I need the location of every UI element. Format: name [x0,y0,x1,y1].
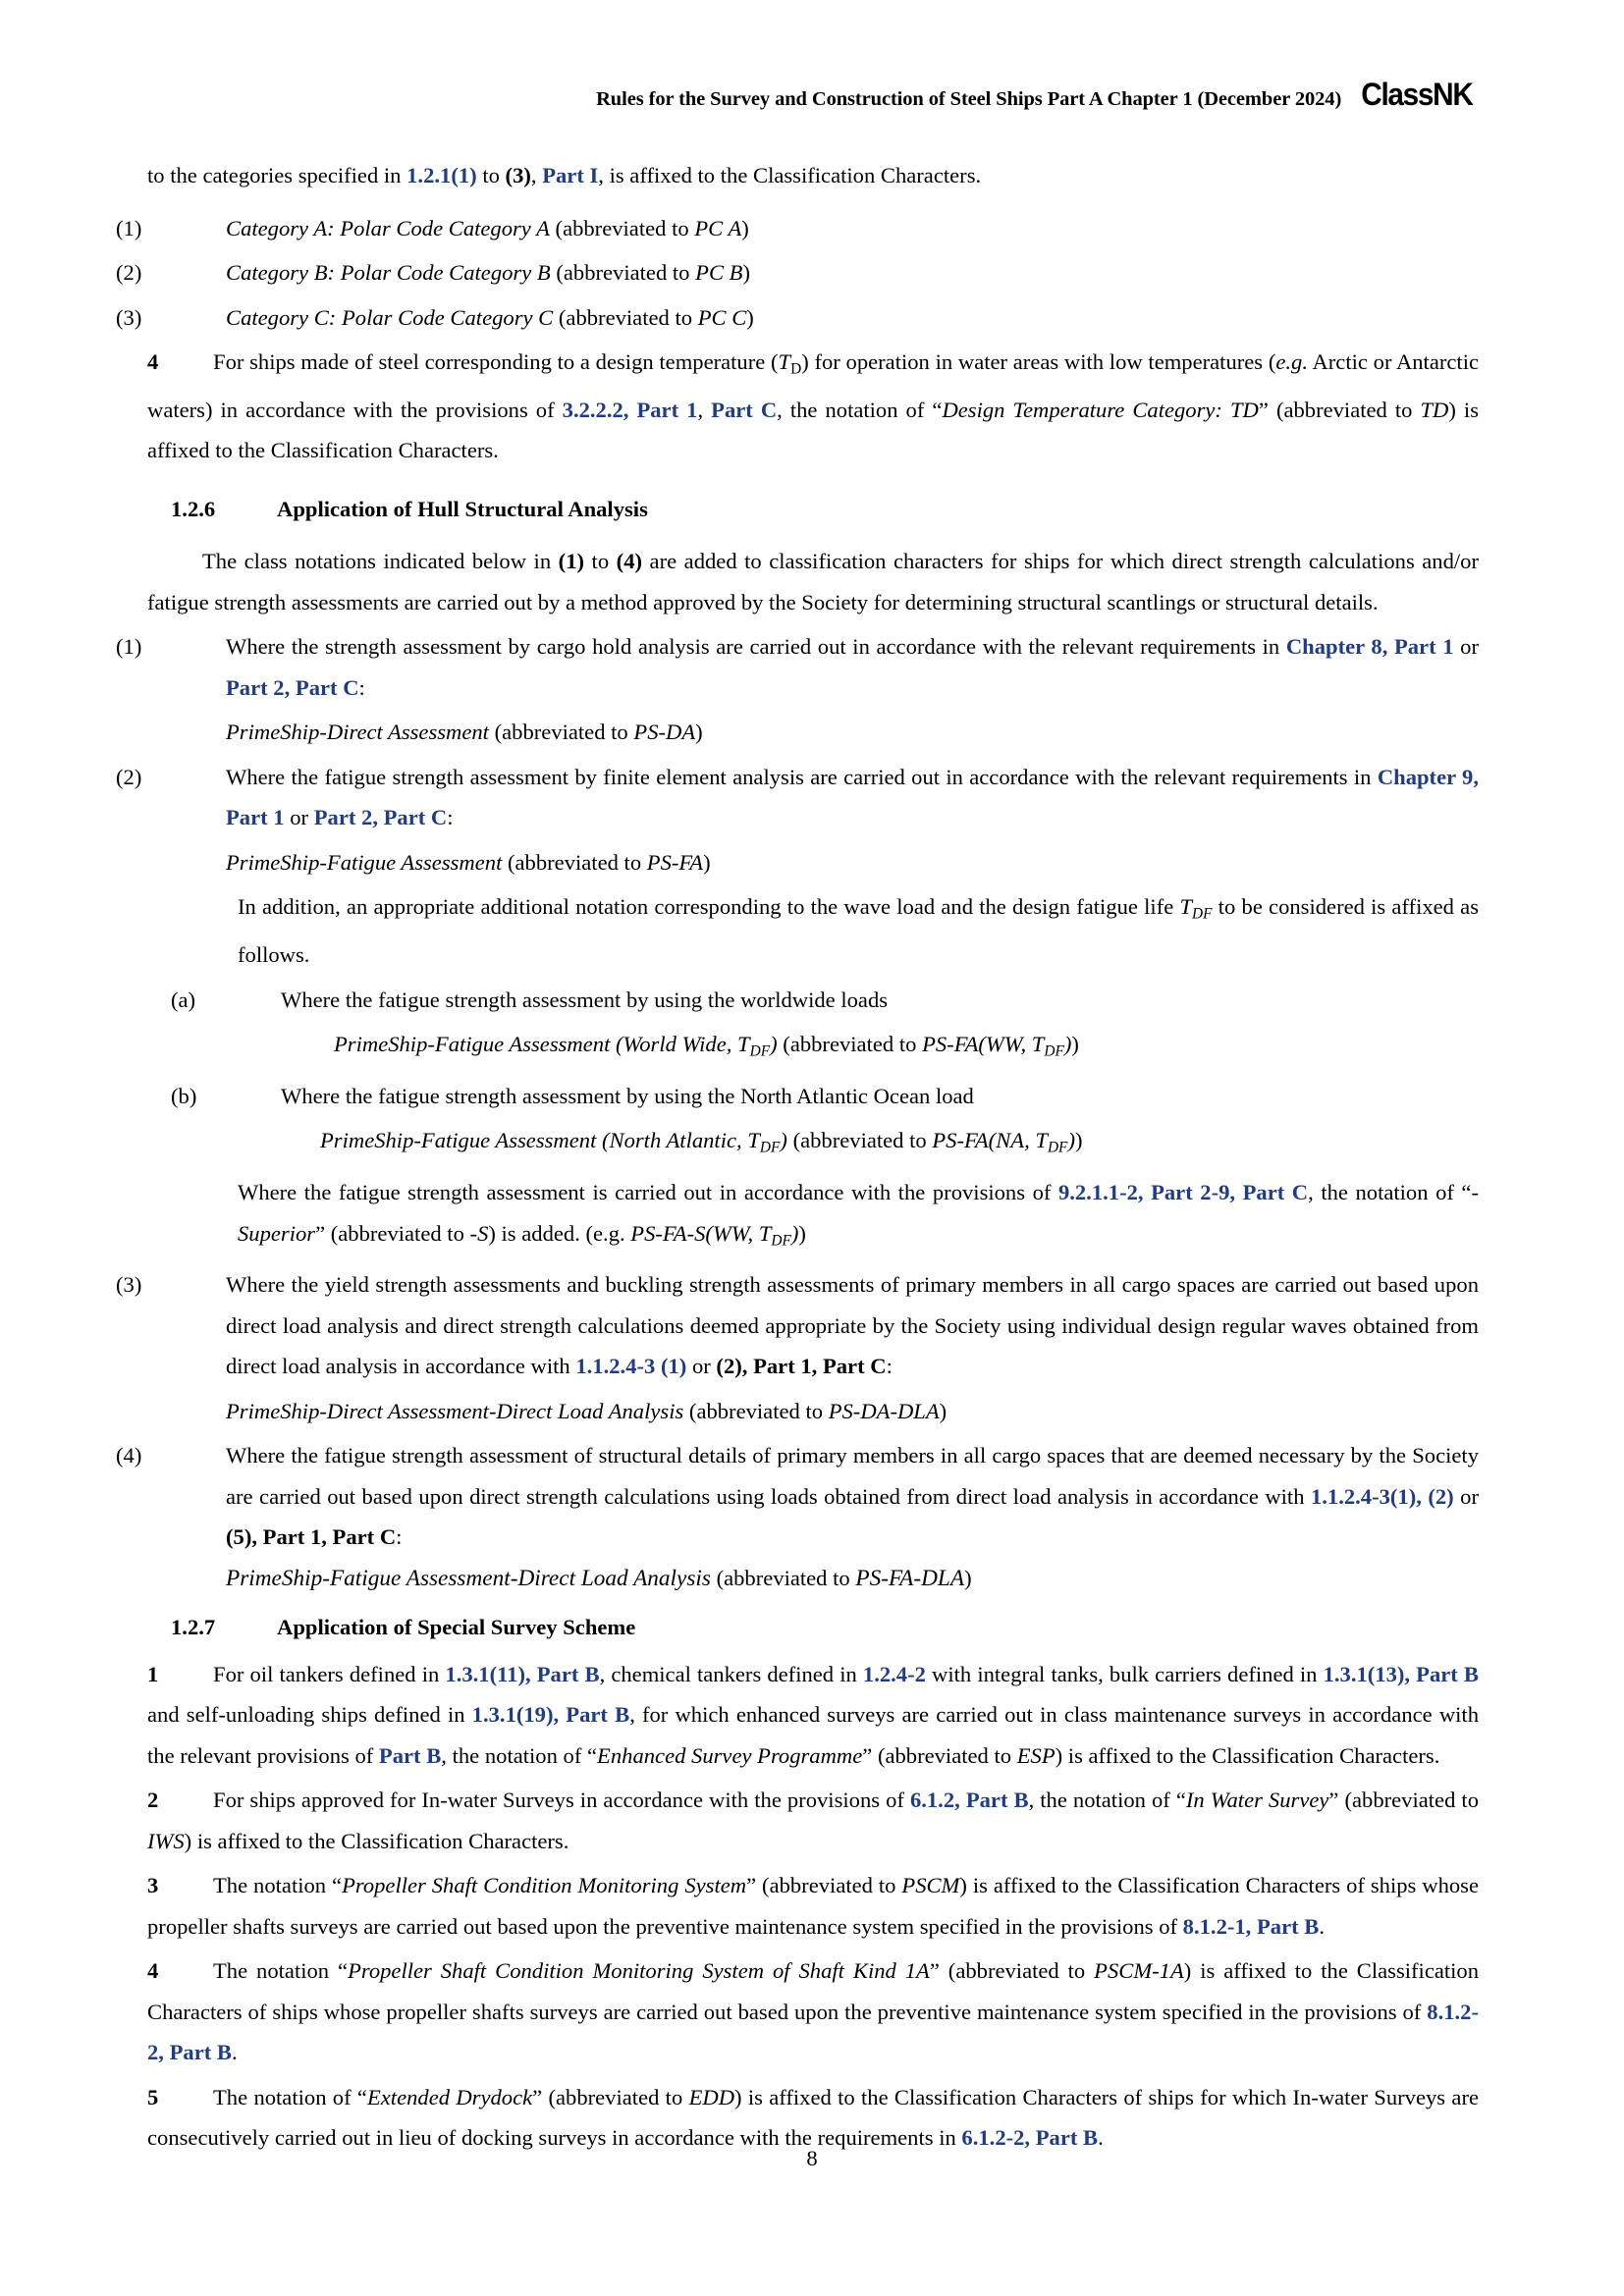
edd-abbrev: EDD [688,2084,735,2109]
superior-abbrev: S [477,1220,489,1246]
p4-text-7: ) is affixed to the Classification Characters. [147,397,1480,463]
reference-link-9-2-1-1-2[interactable]: 9.2.1.1-2, Part 2-9, Part C [1057,1180,1309,1205]
td-subscript: D [790,360,802,378]
notation-abbrev: PS-FA-DLA [855,1565,965,1591]
p3-text-1: The notation “ [213,1873,343,1898]
esp-abbrev: ESP [1016,1742,1056,1768]
bold-1: (1) [558,549,585,574]
p4-text-3: Arctic or Antarctic waters) in accordance with the provisions of [147,349,1480,422]
notation-text: (abbreviated to [786,1128,933,1153]
notation-text: (abbreviated to [502,849,647,875]
paragraph-126-2-addition [226,886,1479,975]
list-marker: (2) [116,260,142,285]
category-a-close: ) [741,215,749,240]
category-b-close: ) [742,260,750,285]
p4-text-5: , the notation of “ [777,397,943,422]
bold-4: (4) [616,549,643,574]
tdf-variable-2: T [1031,1032,1045,1057]
notation-italic: PrimeShip-Direct Assessment-Direct Load Analysis [226,1398,684,1423]
notation-italic: PrimeShip-Fatigue Assessment-Direct Load Analysis [226,1565,711,1591]
list-item-126-2-b [171,1076,1479,1117]
notation-abbrev-2: ) [1067,1128,1075,1153]
addition-text-2: to be considered is affixed as follows. [238,894,1479,968]
iws-abbrev: IWS [147,1828,185,1853]
reference-link-1-3-1-13-part-b[interactable]: 1.3.1(13), Part B [1323,1661,1480,1686]
list-marker: (2) [116,764,142,789]
section-heading-1-2-7 [171,1607,1479,1648]
p4-text-1: The notation “ [213,1958,349,1984]
list-item-126-2-a [171,980,1479,1021]
sub-b-text: Where the fatigue strength assessment by using the North Atlantic Ocean load [281,1083,974,1108]
notation-close: ) [1071,1032,1079,1057]
reference-link-part-2-part-c[interactable]: Part 2, Part C [226,674,359,700]
superior-italic: Superior [238,1220,316,1246]
reference-link-part-b[interactable]: Part B [378,1742,442,1768]
list-item-126-4 [116,1435,1479,1558]
item2-text-2: or [284,805,314,830]
notation-ps-fa [226,842,1479,883]
p4-text-1: For ships made of steel corresponding to a design temperature ( [213,349,779,374]
notation-abbrev-1: PS-FA(NA, [932,1128,1036,1153]
paragraph-127-1 [147,1654,1479,1777]
notation-abbrev: PS-DA-DLA [828,1398,940,1423]
p1-text-3: with integral tanks, bulk carriers defined in [925,1661,1324,1686]
item2-text-1: Where the fatigue strength assessment by finite element analysis are carried out in accordance with the relevant requirements in [226,764,1378,789]
intro-comma: , [530,163,543,187]
item1-text-2: or [1453,634,1479,660]
paragraph-127-3 [147,1865,1479,1947]
bold-3: (3) [505,163,531,187]
td-abbrev: TD [1420,397,1449,422]
p4-text-2: ” (abbreviated to [929,1958,1095,1984]
page-number: 8 [806,2146,818,2170]
paragraph-127-4 [147,1950,1479,2073]
category-a-tail: (abbreviated to [549,215,695,240]
sub-a-text: Where the fatigue strength assessment by using the worldwide loads [281,987,889,1012]
list-item-126-1 [116,626,1479,708]
notation-ps-fa-dla [226,1558,1479,1600]
header-title: Rules for the Survey and Construction of Steel Ships Part A Chapter 1 (December 2024) [596,88,1342,110]
item4-text-1: Where the fatigue strength assessment of structural details of primary members in all cargo spaces that are deemed necessary by the Society are carried out based upon direct strength calculations using loads obtained from direct load analysis in accordance with [226,1443,1479,1509]
paragraph-number: 3 [147,1873,159,1898]
p1-text-2: , chemical tankers defined in [599,1661,863,1686]
design-temperature-category-notation: Design Temperature Category: TD [942,397,1259,422]
tdf-variable: T [737,1032,750,1057]
list-item-126-2 [116,757,1479,838]
list-item-category-c [116,297,1479,339]
notation-abbrev-2: ) [1063,1032,1072,1057]
tdf-subscript: DF [771,1231,791,1249]
p2-text-4: ) is affixed to the Classification Characters. [184,1828,569,1853]
p3-text-3: ) is affixed to the Classification Characters of ships whose propeller shafts surveys are carried out based upon the preventive maintenance system specified in the provisions of [147,1873,1479,1939]
sup-text-5: ) [798,1220,806,1246]
p2-text-3: ” (abbreviated to [1328,1788,1479,1813]
notation-italic: PrimeShip-Direct Assessment [226,720,489,745]
tdf-subscript: DF [759,1139,781,1156]
reference-link-1-3-1-19-part-b[interactable]: 1.3.1(19), Part B [471,1702,630,1728]
example-notation-close: ) [790,1220,799,1246]
p1-text-6: , the notation of “ [441,1742,598,1768]
p3-text-4: . [1319,1913,1326,1939]
bold-2-part-1-part-c: (2), Part 1, Part C [716,1354,887,1379]
notation-ps-da [226,712,1479,753]
notation-close: ) [964,1565,972,1590]
category-a-italic: Category A: Polar Code Category A [226,215,550,240]
list-marker: (a) [171,987,196,1012]
category-b-tail: (abbreviated to [550,260,696,285]
category-c-tail: (abbreviated to [553,304,698,330]
notation-abbrev-1: PS-FA(WW, [922,1032,1032,1057]
reference-link-chapter-8-part-1[interactable]: Chapter 8, Part 1 [1285,634,1454,660]
item2-text-3: : [447,805,454,830]
pscm-1a-abbrev: PSCM-1A [1094,1958,1184,1984]
enhanced-survey-programme-notation: Enhanced Survey Programme [597,1742,863,1768]
intro-tail-text: , is affixed to the Classification Characters. [598,163,982,187]
list-item-126-3 [116,1264,1479,1387]
p1-text-8: ) is affixed to the Classification Characters. [1055,1742,1440,1768]
reference-link-6-1-2-part-b[interactable]: 6.1.2, Part B [909,1788,1029,1813]
reference-link-part-i[interactable]: Part I [542,163,599,187]
tdf-variable: T [758,1220,772,1246]
addition-text-1: In addition, an appropriate additional notation corresponding to the wave load and the design fatigue life [238,894,1180,920]
list-marker: (3) [116,304,142,330]
reference-link-part-2-part-c-2[interactable]: Part 2, Part C [313,805,448,830]
reference-link-8-1-2-2-part-b[interactable]: 8.1.2-2, Part B [147,1999,1479,2065]
pscm-1a-notation: Propeller Shaft Condition Monitoring System of Shaft Kind 1A [348,1958,930,1984]
paragraph-number: 1 [147,1661,159,1686]
reference-link-8-1-2-1-part-b[interactable]: 8.1.2-1, Part B [1182,1913,1320,1939]
list-marker: (1) [116,215,142,240]
section-title: Application of Hull Structural Analysis [277,496,648,521]
notation-italic: PrimeShip-Fatigue Assessment (North Atlantic, [320,1128,748,1153]
example-notation: PS-FA-S(WW, [630,1220,759,1246]
notation-text: (abbreviated to [683,1398,829,1423]
notation-ps-da-dla [226,1391,1479,1432]
notation-italic-close: ) [780,1128,787,1153]
sup-text-2: , the notation of “- [1308,1180,1479,1205]
intro-mid-text: to [476,163,506,187]
list-item-category-a [116,208,1479,249]
notation-close: ) [695,720,703,745]
paragraph-4-design-temperature [147,342,1479,471]
td-variable: T [778,349,791,374]
paragraph-number: 4 [147,1958,159,1984]
p1-text-5: , for which enhanced surveys are carried out in class maintenance surveys in accordance with the relevant provisions of [147,1702,1480,1768]
tdf-subscript-2: DF [1044,1042,1064,1060]
tdf-subscript: DF [1192,905,1213,923]
in-water-survey-notation: In Water Survey [1185,1788,1329,1813]
sup-text-1: Where the fatigue strength assessment is carried out in accordance with the provisions of [238,1180,1058,1205]
category-a-abbrev: PC A [694,215,742,240]
notation-ps-fa-ww [334,1024,1479,1072]
reference-link-1-2-4-2[interactable]: 1.2.4-2 [862,1661,926,1686]
intro-lead-text: to the categories specified in [147,163,407,187]
paragraph-intro-continuation [147,155,1479,196]
paragraph-1-2-6-lead [147,541,1479,622]
notation-text: (abbreviated to [710,1565,856,1590]
category-c-italic: Category C: Polar Code Category C [226,304,554,330]
list-marker: (b) [171,1083,197,1108]
reference-link-1-2-1-1[interactable]: 1.2.1(1) [406,163,477,187]
item1-text-3: : [358,674,365,700]
pscm-notation: Propeller Shaft Condition Monitoring System [342,1873,747,1898]
page-header [147,77,1477,113]
notation-abbrev: PS-DA [633,720,696,745]
document-body [116,155,1480,2159]
classnk-logo: ClassNK [1361,77,1473,112]
notation-italic-close: ) [770,1032,778,1057]
p2-text-2: , the notation of “ [1028,1788,1186,1813]
p3-text-2: ” (abbreviated to [746,1873,902,1898]
lead-text-2: to [584,549,617,574]
p1-text-1: For oil tankers defined in [213,1661,446,1686]
lead-text-1: The class notations indicated below in [202,549,559,574]
section-number: 1.2.6 [171,496,216,521]
notation-ps-fa-na [320,1120,1479,1168]
category-b-abbrev: PC B [695,260,743,285]
notation-abbrev: PS-FA [646,849,704,875]
sup-text-4: ) is added. (e.g. [488,1220,631,1246]
tdf-variable: T [1179,894,1193,920]
p4-text-4: , [697,397,712,422]
reference-link-3-2-2-2-part-1[interactable]: 3.2.2.2, Part 1 [562,397,698,422]
notation-text: (abbreviated to [777,1032,923,1057]
p5-text-1: The notation of “ [213,2084,367,2109]
notation-italic: PrimeShip-Fatigue Assessment (World Wide, [334,1032,738,1057]
section-number: 1.2.7 [171,1615,216,1640]
reference-link-part-c[interactable]: Part C [711,397,778,422]
item4-text-3: : [396,1524,403,1550]
paragraph-127-2 [147,1780,1479,1861]
tdf-variable-2: T [1035,1128,1048,1153]
extended-drydock-notation: Extended Drydock [366,2084,533,2109]
bold-5-part-1-part-c: (5), Part 1, Part C [226,1524,397,1550]
category-c-close: ) [746,304,754,330]
notation-italic: PrimeShip-Fatigue Assessment [226,849,503,875]
tdf-subscript: DF [749,1042,771,1060]
paragraph-number: 4 [147,349,159,374]
paragraph-126-superior-note [226,1172,1479,1260]
pscm-abbrev: PSCM [901,1873,960,1898]
notation-close: ) [1074,1128,1083,1153]
p2-text-1: For ships approved for In-water Surveys in accordance with the provisions of [213,1788,910,1813]
item3-text-3: : [886,1354,893,1379]
p5-text-2: ” (abbreviated to [532,2084,689,2109]
notation-text: (abbreviated to [488,720,634,745]
category-b-italic: Category B: Polar Code Category B [226,260,551,285]
p1-text-7: ” (abbreviated to [862,1742,1017,1768]
p4-eg: e.g. [1275,349,1308,374]
section-title: Application of Special Survey Scheme [277,1615,636,1640]
item4-text-2: or [1453,1483,1479,1509]
list-marker: (4) [116,1443,142,1468]
paragraph-number: 5 [147,2084,159,2109]
notation-close: ) [703,849,711,875]
list-item-category-b [116,252,1479,294]
p4-text-4: . [231,2040,238,2065]
p5-text-4: . [1098,2125,1104,2151]
list-marker: (1) [116,634,142,660]
reference-link-chapter-9-part-1[interactable]: Chapter 9, Part 1 [226,764,1479,830]
reference-link-6-1-2-2-part-b[interactable]: 6.1.2-2, Part B [961,2125,1099,2151]
p5-text-3: ) is affixed to the Classification Characters of ships for which In-water Surveys are consecutively carried out in lieu of docking surveys in accordance with the requirements in [147,2084,1479,2151]
list-marker: (3) [116,1272,142,1298]
p4-text-3: ) is affixed to the Classification Characters of ships whose propeller shafts surveys are carried out based upon the preventive maintenance system specified in the provisions of [147,1958,1480,2024]
item3-text-1: Where the yield strength assessments and buckling strength assessments of primary members in all cargo spaces are carried out based upon direct load analysis and direct strength calculations deemed appropriate by the Society using individual design regular waves obtained from direct load analysis in accordance with [226,1272,1479,1379]
item1-text-1: Where the strength assessment by cargo hold analysis are carried out in accordance with the relevant requirements in [226,634,1286,660]
category-c-abbrev: PC C [697,304,747,330]
sup-text-3: ” (abbreviated to - [315,1220,478,1246]
notation-close: ) [939,1398,947,1423]
reference-link-1-3-1-11-part-b[interactable]: 1.3.1(11), Part B [445,1661,600,1686]
p4-text-6: ” (abbreviated to [1258,397,1421,422]
paragraph-number: 2 [147,1788,159,1813]
item3-text-2: or [686,1354,717,1379]
tdf-subscript-2: DF [1047,1139,1068,1156]
lead-text-3: are added to classification characters for ships for which direct strength calculations and/or fatigue strength assessments are carried out by a method approved by the Society for determining structural scantlings or structural details. [147,549,1479,614]
section-heading-1-2-6 [171,489,1479,530]
p4-text-2: ) for operation in water areas with low temperatures ( [801,349,1276,374]
reference-link-1-1-2-4-3-1[interactable]: 1.1.2.4-3 (1) [575,1354,687,1379]
reference-link-1-1-2-4-3-1-2[interactable]: 1.1.2.4-3(1), (2) [1310,1483,1454,1509]
p1-text-4: and self-unloading ships defined in [147,1702,472,1728]
tdf-variable: T [747,1128,760,1153]
